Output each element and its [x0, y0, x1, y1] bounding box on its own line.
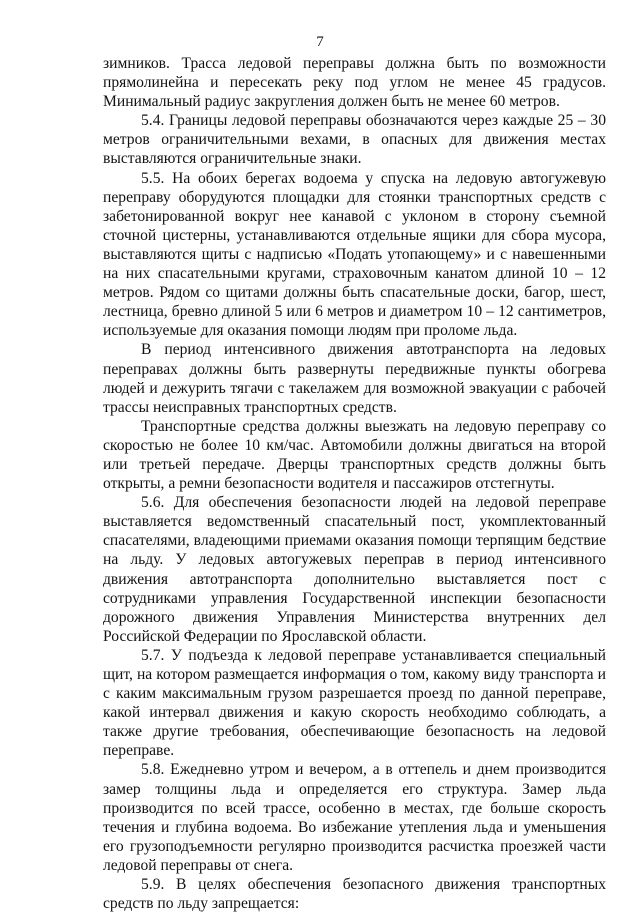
- paragraph-5-9: 5.9. В целях обеспечения безопасного движения транспортных средств по льду запрещается:: [103, 876, 606, 913]
- paragraph-continuation: зимников. Трасса ледовой переправы должна быть по возможности прямолинейна и пересекать реку под углом не менее 45 градусов. Минимальный радиус закругления должен быть не менее 60 метров.: [103, 55, 606, 111]
- paragraph-5-6: 5.6. Для обеспечения безопасности людей на ледовой переправе выставляется ведомственный спасательный пост, укомплектованный спасателями, владеющими приемами оказания помощи терпящим бедствие на льду. У ледовых автогужевых переправ в период интенсивного движения автотранспорта дополнительно выставляется пост с сотрудниками управления Государственной инспекции безопасности дорожного движения Управления Министерства внутренних дел Российской Федерации по Ярославской области.: [103, 494, 606, 645]
- document-body: [103, 54, 606, 913]
- page-number: 7: [316, 34, 324, 50]
- paragraph-5-5: 5.5. На обоих берегах водоема у спуска на ледовую автогужевую переправу оборудуются площадки для стоянки транспортных средств с забетонированной вокруг нее канавой с уклоном в сторону съемной сточной цистерны, устанавливаются отдельные ящики для сбора мусора, выставляются щиты с надписью «Подать утопающему» и с навешенными на них спасательными кругами, страховочным канатом длиной 10 – 12 метров. Рядом со щитами должны быть спасательные доски, багор, шест, лестница, бревно длиной 5 или 6 метров и диаметром 10 – 12 сантиметров, используемые для оказания помощи людям при проломе льда.: [103, 169, 606, 340]
- paragraph-5-7: 5.7. У подъезда к ледовой переправе устанавливается специальный щит, на котором размещается информация о том, какому виду транспорта и с каким максимальным грузом разрешается проезд по данной переправе, какой интервал движения и какую скорость необходимо соблюдать, а также другие требования, обеспечивающие безопасность на ледовой переправе.: [103, 646, 606, 760]
- paragraph-5-4: 5.4. Границы ледовой переправы обозначаются через каждые 25 – 30 метров ограничительными вехами, в опасных для движения местах выставляются ограничительные знаки.: [103, 112, 606, 168]
- paragraph-heating-points: В период интенсивного движения автотранспорта на ледовых переправах должны быть развернуты передвижные пункты обогрева людей и дежурить тягачи с такелажем для возможной эвакуации с рабочей трассы неисправных транспортных средств.: [103, 341, 606, 416]
- paragraph-vehicle-speed: Транспортные средства должны выезжать на ледовую переправу со скоростью не более 10 км/час. Автомобили должны двигаться на второй или третьей передаче. Дверцы транспортных средств должны быть открыты, а ремни безопасности водителя и пассажиров отстегнуты.: [103, 417, 606, 493]
- paragraph-5-8: 5.8. Ежедневно утром и вечером, а в оттепель и днем производится замер толщины льда и определяется его структура. Замер льда производится по всей трассе, особенно в местах, где больше скорость течения и глубина водоема. Во избежание утепления льда и уменьшения его грузоподъемности регулярно производится расчистка проезжей части ледовой переправы от снега.: [103, 761, 606, 874]
